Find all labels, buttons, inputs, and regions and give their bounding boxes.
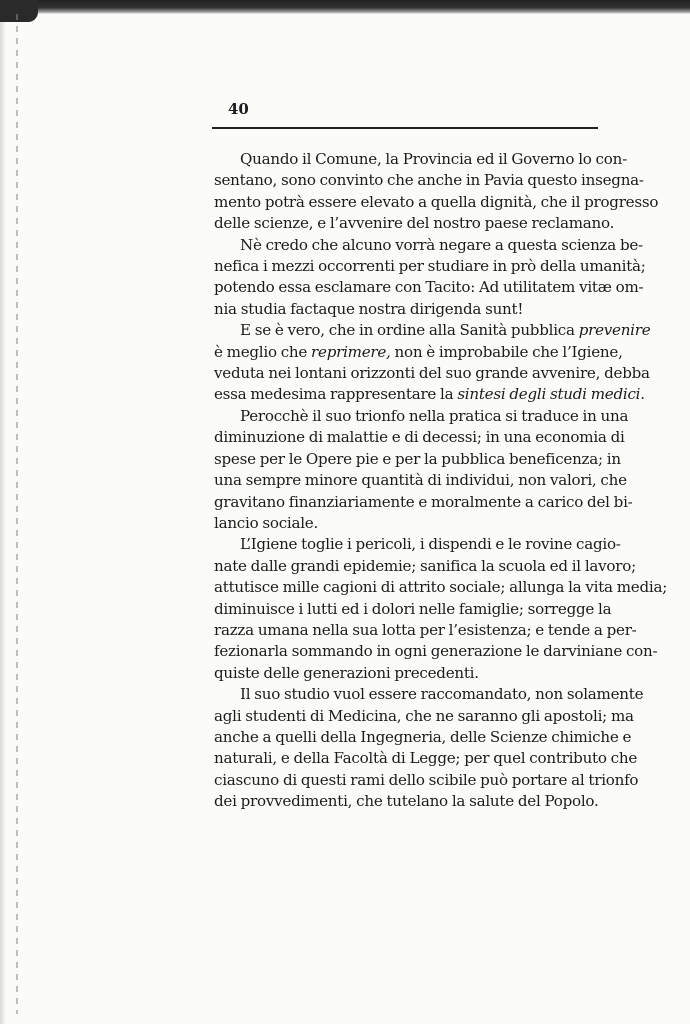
- text-run: E se è vero, che in ordine alla Sanità pubblica: [240, 321, 579, 340]
- text-line: [214, 384, 645, 405]
- text-line: nefica i mezzi occorrenti per studiare in prò della umanità;: [214, 257, 646, 276]
- text-line: [214, 342, 623, 363]
- italic-term: sintesi degli studi medici.: [457, 385, 645, 404]
- text-line: potendo essa esclamare con Tacito: Ad utilitatem vitæ om-: [214, 278, 644, 297]
- text-line: gravitano finanziariamente e moralmente a carico del bi-: [214, 492, 633, 511]
- paragraph: [214, 320, 651, 406]
- scan-corner-mark: [0, 0, 38, 22]
- paragraph: [214, 235, 646, 321]
- text-line: naturali, e della Facoltà di Legge; per quel contributo che: [214, 749, 638, 768]
- body-text: [214, 149, 668, 813]
- text-line: Il suo studio vuol essere raccomandato, non solamente: [240, 685, 644, 704]
- scan-top-border: [0, 0, 690, 14]
- text-line: Quando il Comune, la Provincia ed il Governo lo con-: [240, 150, 627, 168]
- scan-binding-edge: [16, 14, 18, 1014]
- text-line: L’Igiene toglie i pericoli, i dispendi e le rovine cagio-: [240, 535, 621, 554]
- paragraph: [214, 406, 633, 534]
- text-line: mento potrà essere elevato a quella dignità, che il progresso: [214, 192, 659, 211]
- text-line: ciascuno di questi rami dello scibile può portare al trionfo: [214, 770, 639, 789]
- italic-term: reprimere,: [311, 342, 391, 361]
- page-number: 40: [228, 100, 249, 118]
- text-line: quiste delle generazioni precedenti.: [214, 663, 479, 682]
- text-line: nia studia factaque nostra dirigenda sunt!: [214, 299, 524, 318]
- text-line: diminuzione di malattie e di decessi; in una economia di: [214, 428, 625, 447]
- text-line: razza umana nella sua lotta per l’esistenza; e tende a per-: [214, 620, 637, 639]
- text-line: [214, 320, 651, 341]
- text-run: non è improbabile che l’Igiene,: [390, 342, 623, 361]
- text-line: dei provvedimenti, che tutelano la salute del Popolo.: [214, 792, 599, 811]
- text-line: fezionarla sommando in ogni generazione le darviniane con-: [214, 642, 658, 661]
- text-line: anche a quelli della Ingegneria, delle Scienze chimiche e: [214, 727, 632, 746]
- text-line: delle scienze, e l’avvenire del nostro paese reclamano.: [214, 214, 615, 233]
- text-line: veduta nei lontani orizzonti del suo grande avvenire, debba: [214, 364, 650, 383]
- text-run: essa medesima rappresentare la: [214, 385, 458, 404]
- text-line: spese per le Opere pie e per la pubblica beneficenza; in: [214, 449, 621, 468]
- italic-term: prevenire: [578, 321, 651, 340]
- text-line: nate dalle grandi epidemie; sanifica la scuola ed il lavoro;: [214, 556, 636, 575]
- header-rule: [212, 127, 598, 129]
- scan-left-margin: [0, 0, 6, 1024]
- text-line: sentano, sono convinto che anche in Pavia questo insegna-: [214, 171, 644, 190]
- text-line: una sempre minore quantità di individui, non valori, che: [214, 471, 627, 490]
- text-run: è meglio che: [214, 342, 312, 361]
- paragraph: [214, 534, 668, 684]
- text-line: Nè credo che alcuno vorrà negare a questa scienza be-: [240, 235, 643, 254]
- paragraph: [214, 149, 659, 235]
- text-line: diminuisce i lutti ed i dolori nelle famiglie; sorregge la: [214, 599, 612, 618]
- paragraph: [214, 684, 644, 812]
- text-line: attutisce mille cagioni di attrito sociale; allunga la vita media;: [214, 578, 668, 597]
- text-line: lancio sociale.: [214, 513, 319, 532]
- text-line: agli studenti di Medicina, che ne saranno gli apostoli; ma: [214, 706, 634, 725]
- text-line: Perocchè il suo trionfo nella pratica si traduce in una: [240, 406, 629, 425]
